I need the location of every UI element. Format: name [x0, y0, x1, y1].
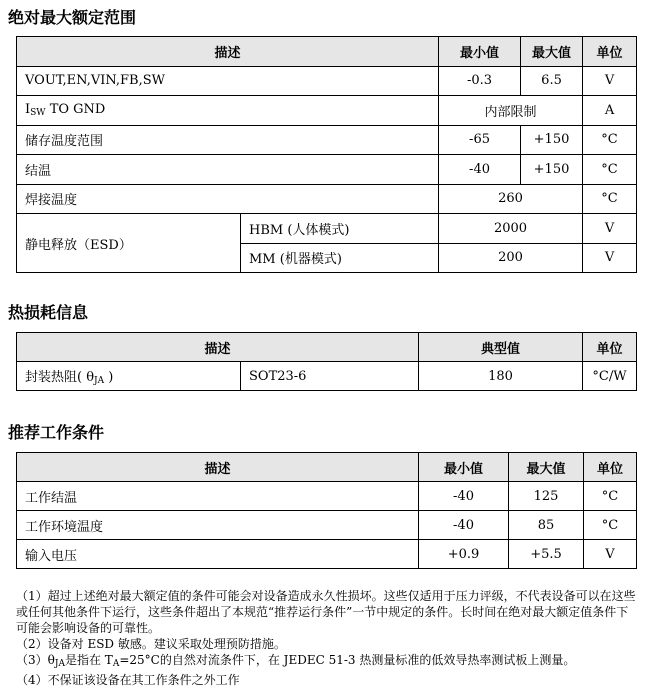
note-3-part-b: 是指在 T — [64, 653, 113, 667]
desc-main: 封装热阻( θ — [25, 370, 95, 385]
section-title-recommended: 推荐工作条件 — [8, 423, 105, 442]
header-desc: 描述 — [17, 333, 419, 362]
row-max: +5.5 — [509, 540, 584, 569]
esd-mm-value: 200 — [439, 243, 583, 273]
row-unit: °C/W — [583, 362, 637, 391]
section-title-thermal: 热损耗信息 — [8, 303, 89, 322]
row-max: 125 — [509, 482, 584, 511]
table-row — [17, 66, 637, 96]
row-desc: 工作结温 — [17, 482, 419, 511]
recommended-table — [16, 452, 637, 569]
note-3-subscript-ja: JA — [54, 659, 65, 669]
header-unit: 单位 — [584, 453, 637, 482]
table-header-row — [17, 333, 637, 362]
header-desc: 描述 — [17, 453, 419, 482]
table-header-row — [17, 37, 637, 67]
row-desc: 输入电压 — [17, 540, 419, 569]
esd-mm-unit: V — [583, 243, 637, 273]
table-row — [17, 125, 637, 155]
table-row — [17, 540, 637, 569]
row-desc: 焊接温度 — [17, 184, 439, 214]
desc-rest: TO GND — [45, 102, 106, 118]
row-max: +150 — [521, 155, 583, 185]
row-desc-esd: 静电释放（ESD） — [17, 214, 241, 273]
header-unit: 单位 — [583, 37, 637, 67]
desc-subscript: JA — [94, 376, 105, 386]
section-title-absolute-max: 绝对最大额定范围 — [8, 8, 137, 27]
esd-hbm-value: 2000 — [439, 214, 583, 244]
note-3-part-c: =25°C的自然对流条件下，在 JEDEC 51-3 热测量标准的低效导热率测试板上测量。 — [119, 653, 576, 667]
esd-mm-label: MM (机器模式) — [241, 243, 439, 273]
row-desc: VOUT,EN,VIN,FB,SW — [17, 66, 439, 96]
row-desc — [17, 96, 439, 126]
row-unit: A — [583, 96, 637, 126]
note-1: （1）超过上述绝对最大额定值的条件可能会对设备造成永久性损坏。这些仅适用于压力评级，不代表设备可以在这些或任何其他条件下运行，这些条件超出了本规范“推荐运行条件”一节中规定的条件。长时间在绝对最大额定值条件下可能会影响设备的可靠性。 — [16, 589, 636, 635]
row-value: 180 — [419, 362, 583, 391]
footnotes — [16, 588, 636, 688]
row-unit: V — [583, 66, 637, 96]
header-desc: 描述 — [17, 37, 439, 67]
table-row — [17, 511, 637, 540]
table-row — [17, 362, 637, 391]
row-unit: °C — [584, 511, 637, 540]
desc-main: I — [25, 102, 31, 118]
row-max: 6.5 — [521, 66, 583, 96]
table-header-row — [17, 453, 637, 482]
row-min: -65 — [439, 125, 521, 155]
row-value: 内部限制 — [439, 96, 583, 126]
table-row — [17, 96, 637, 126]
row-unit: °C — [583, 125, 637, 155]
row-max: 85 — [509, 511, 584, 540]
row-unit: °C — [583, 184, 637, 214]
row-desc: 工作环境温度 — [17, 511, 419, 540]
row-min: +0.9 — [419, 540, 509, 569]
header-max: 最大值 — [521, 37, 583, 67]
note-3-part-a: （3）θ — [16, 653, 55, 667]
header-min: 最小值 — [439, 37, 521, 67]
row-min: -0.3 — [439, 66, 521, 96]
row-min: -40 — [419, 511, 509, 540]
header-min: 最小值 — [419, 453, 509, 482]
thermal-table — [16, 332, 637, 391]
row-package: SOT23-6 — [241, 362, 419, 391]
header-typ: 典型值 — [419, 333, 583, 362]
row-min: -40 — [439, 155, 521, 185]
row-desc: 储存温度范围 — [17, 125, 439, 155]
row-desc — [17, 362, 241, 391]
header-max: 最大值 — [509, 453, 584, 482]
row-unit: V — [584, 540, 637, 569]
note-3 — [16, 652, 636, 672]
note-2: （2）设备对 ESD 敏感。建议采取处理预防措施。 — [16, 637, 286, 651]
esd-hbm-unit: V — [583, 214, 637, 244]
row-unit: °C — [584, 482, 637, 511]
row-min: -40 — [419, 482, 509, 511]
row-value: 260 — [439, 184, 583, 214]
esd-hbm-label: HBM (人体模式) — [241, 214, 439, 244]
desc-subscript: SW — [30, 108, 46, 119]
table-row — [17, 482, 637, 511]
table-row — [17, 214, 637, 244]
row-desc: 结温 — [17, 155, 439, 185]
table-row — [17, 184, 637, 214]
row-unit: °C — [583, 155, 637, 185]
desc-rest: ) — [104, 370, 114, 385]
absolute-max-table — [16, 36, 637, 273]
note-3-subscript-a: A — [112, 659, 120, 669]
table-row — [17, 155, 637, 185]
header-unit: 单位 — [583, 333, 637, 362]
row-max: +150 — [521, 125, 583, 155]
note-4: （4）不保证该设备在其工作条件之外工作 — [16, 673, 240, 687]
